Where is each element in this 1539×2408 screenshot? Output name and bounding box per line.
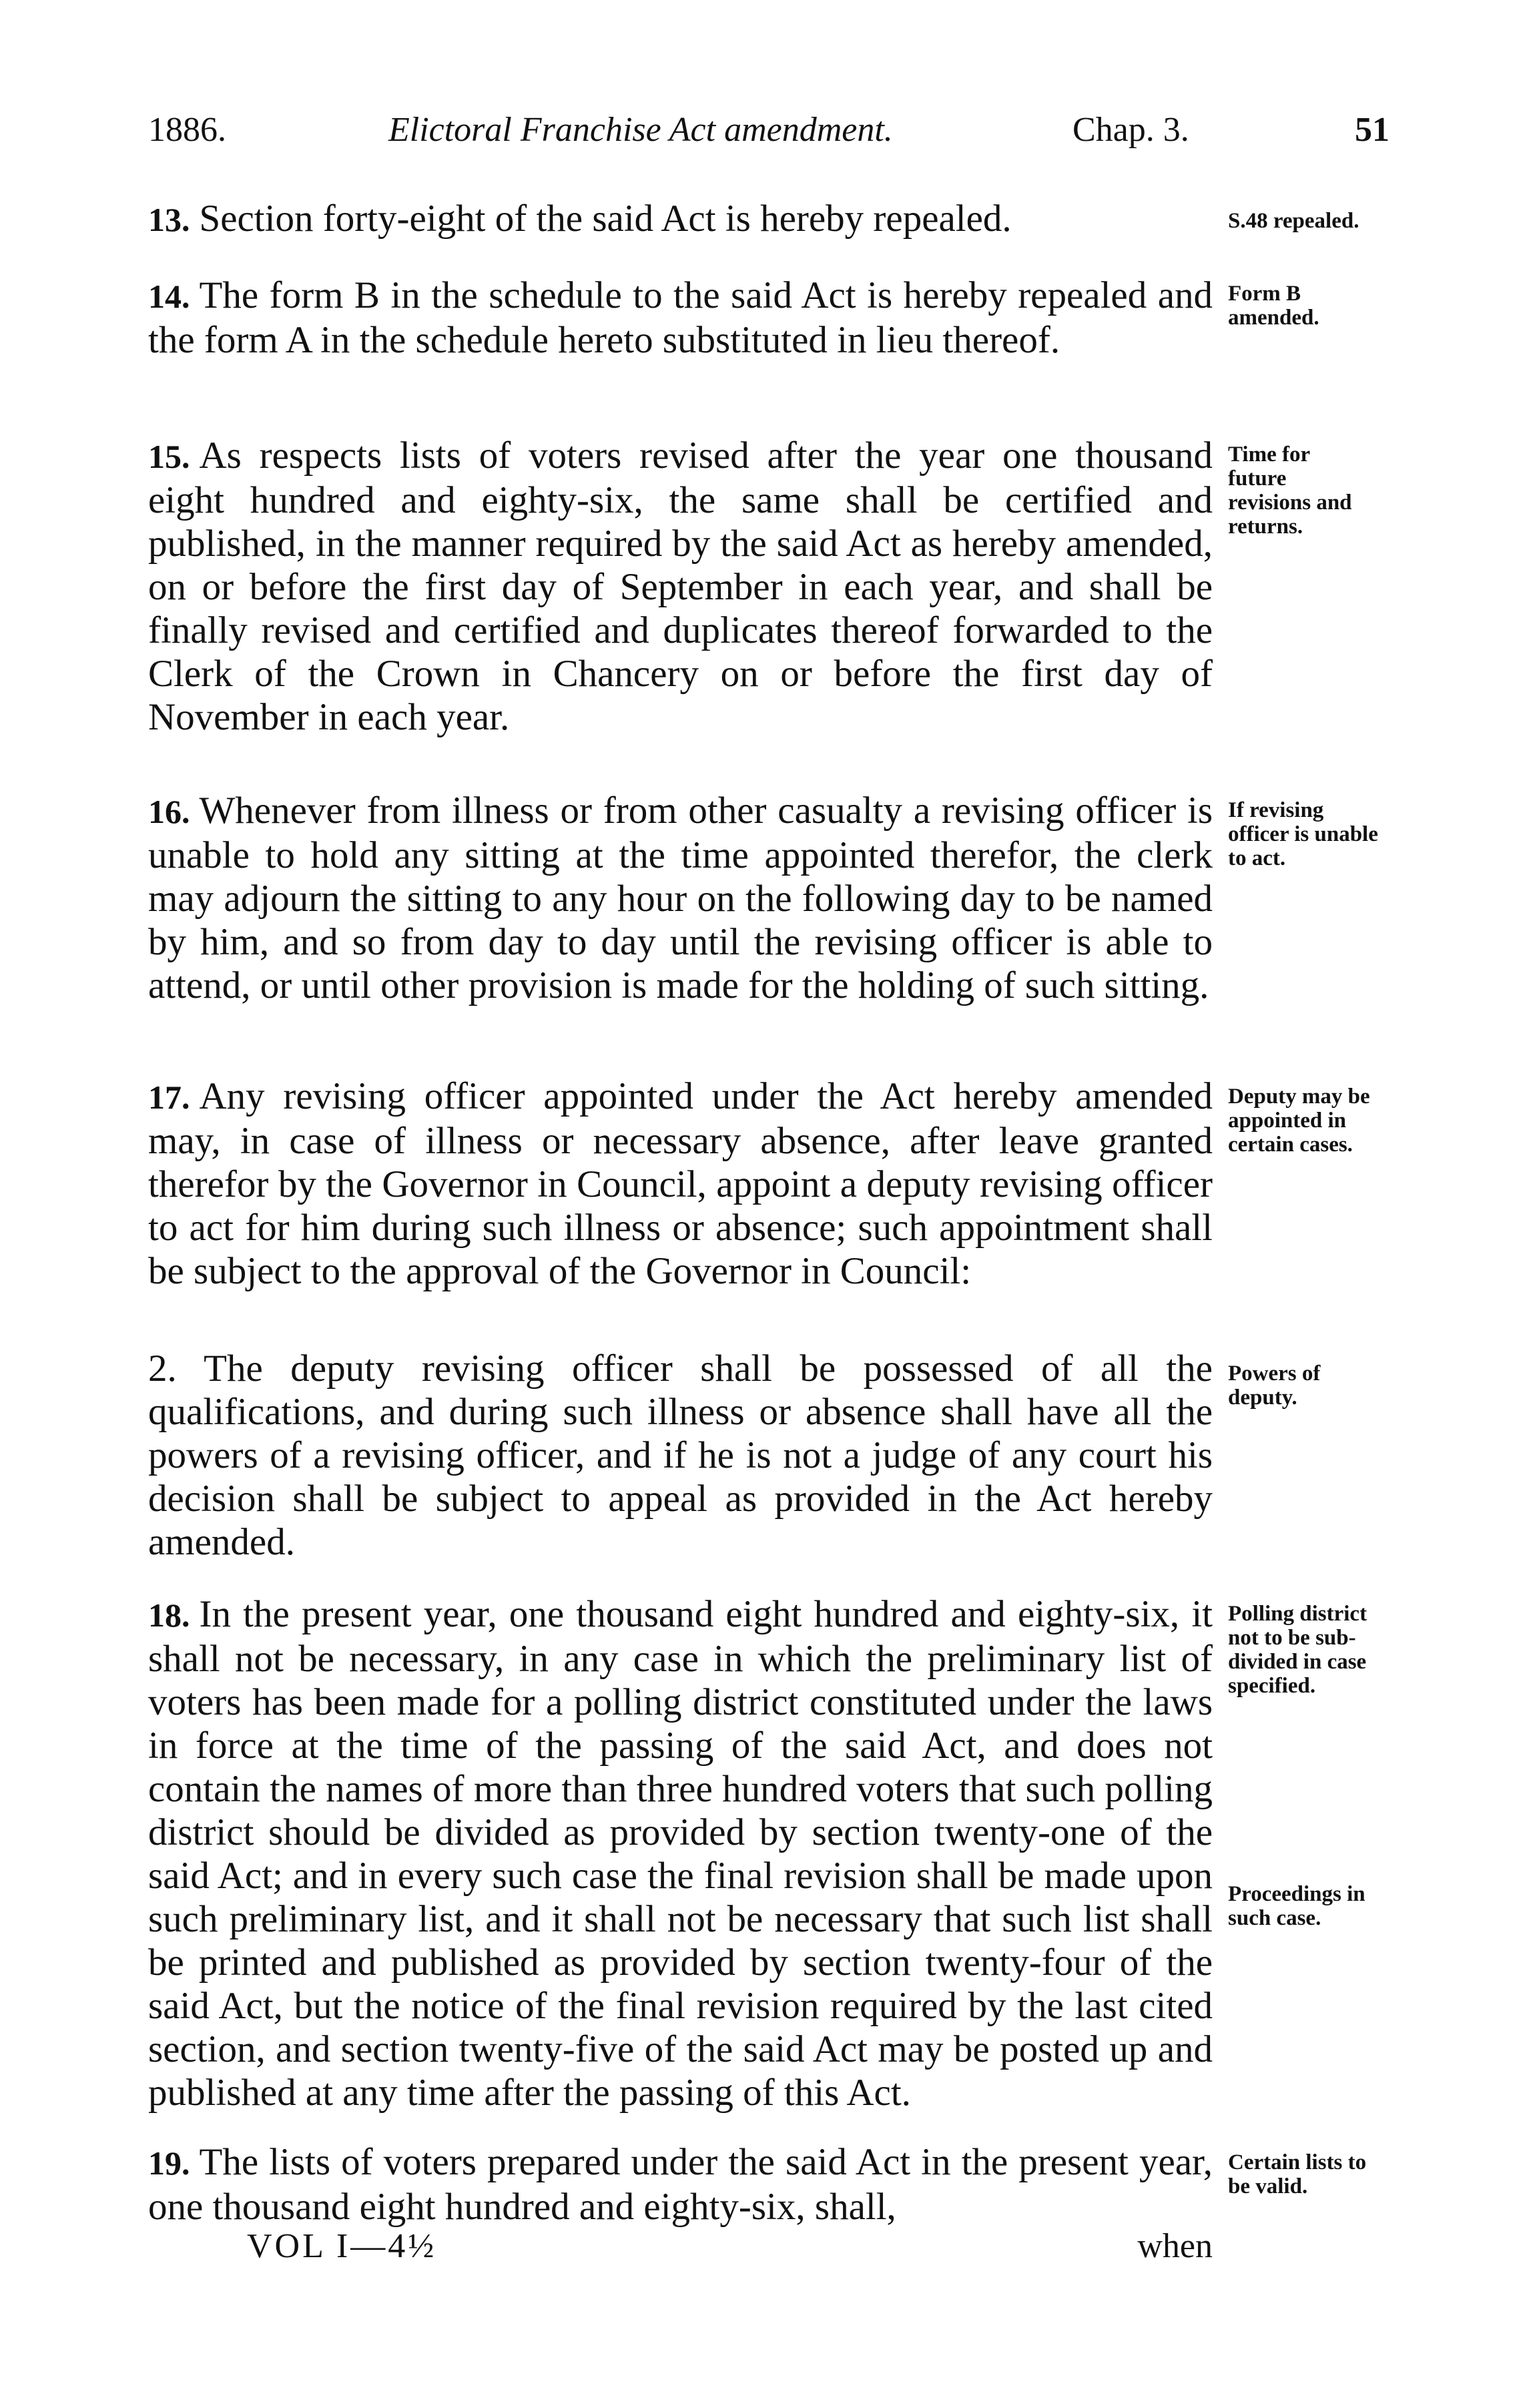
running-header [148, 110, 1416, 164]
section-13 [148, 197, 1213, 242]
section-number: 17. [148, 1079, 190, 1116]
margin-note-17-2: Powers of deputy. [1228, 1362, 1321, 1410]
margin-note-19: Certain lists to be valid. [1228, 2150, 1367, 2198]
section-text: The lists of voters prepared under the said Act in the present year, one thousand eight hundred and eighty-six, shall, [148, 2141, 1213, 2228]
section-number: 16. [148, 793, 190, 830]
section-number: 15. [148, 438, 190, 475]
section-15 [148, 434, 1213, 739]
section-number: 19. [148, 2144, 190, 2182]
section-text: Whenever from illness or from other casualty a revising officer is unable to hold any sitting at the time appointed therefor, the clerk may adjourn the sitting to any hour on the following day to be named by him, and so from day to day until the revising officer is able to attend, or until other provision is made for the holding of such sitting. [148, 790, 1213, 1006]
catchword: when [1137, 2227, 1213, 2265]
margin-note-14: Form B amended. [1228, 282, 1319, 330]
margin-note-15: Time for future revisions and returns. [1228, 442, 1352, 539]
section-text: 2. The deputy revising officer shall be possessed of all the qualifications, and during such illness or absence shall have all the powers of a revising officer, and if he is not a judge of any court his decision shall be subject to appeal as provided in the Act hereby amended. [148, 1347, 1213, 1563]
margin-note-18-proceedings: Proceedings in such case. [1228, 1882, 1365, 1930]
section-number: 14. [148, 278, 190, 315]
section-text: In the present year, one thousand eight hundred and eighty-six, it shall not be necessary, in any case in which the preliminary list of voters has been made for a polling district constituted under the laws in force at the time of the passing of the said Act, and does not contain the names of more than three hundred voters that such polling district should be divided as provided by section twenty-one of the said Act; and in every such case the final revision shall be made upon such preliminary list, and it shall not be necessary that such list shall be printed and published as provided by section twenty-four of the said Act, but the notice of the final revision required by the last cited section, and section twenty-five of the said Act may be posted up and published at any time after the passing of this Act. [148, 1593, 1213, 2114]
section-text: Section forty-eight of the said Act is hereby repealed. [199, 198, 1012, 240]
header-chapter: Chap. 3. [1072, 111, 1189, 149]
margin-note-17: Deputy may be appointed in certain cases. [1228, 1085, 1370, 1157]
page-number: 51 [1355, 111, 1390, 149]
margin-note-16: If revising officer is unable to act. [1228, 798, 1378, 870]
section-19 [148, 2140, 1213, 2228]
section-number: 13. [148, 201, 190, 238]
section-16 [148, 789, 1213, 1007]
section-number: 18. [148, 1596, 190, 1634]
section-17 [148, 1075, 1213, 1293]
section-text: As respects lists of voters revised after the year one thousand eight hundred and eighty-six, the same shall be certified and published, in the manner required by the said Act as hereby amended, on or before the first day of September in each year, and shall be finally revised and certified and duplicates thereof forwarded to the Clerk of the Crown in Chancery on or before the first day of November in each year. [148, 434, 1213, 738]
section-18 [148, 1592, 1213, 2114]
signature-mark: VOL I—4½ [247, 2227, 437, 2265]
margin-note-13: S.48 repealed. [1228, 209, 1359, 233]
page-footer [148, 2226, 1213, 2273]
section-14 [148, 274, 1213, 362]
section-17-subsection-2 [148, 1347, 1213, 1564]
section-text: Any revising officer appointed under the Act hereby amended may, in case of illness or necessary absence, after leave granted therefor by the Governor in Council, appoint a deputy revising officer to act for him during such illness or absence; such appointment shall be subject to the approval of the Governor in Council: [148, 1075, 1213, 1292]
section-text: The form B in the schedule to the said Act is hereby repealed and the form A in the schedule hereto substituted in lieu thereof. [148, 274, 1213, 361]
header-title: Elictoral Franchise Act amendment. [388, 111, 893, 149]
header-year: 1886. [148, 111, 226, 149]
margin-note-18: Polling district not to be sub-divided in case specified. [1228, 1602, 1367, 1698]
